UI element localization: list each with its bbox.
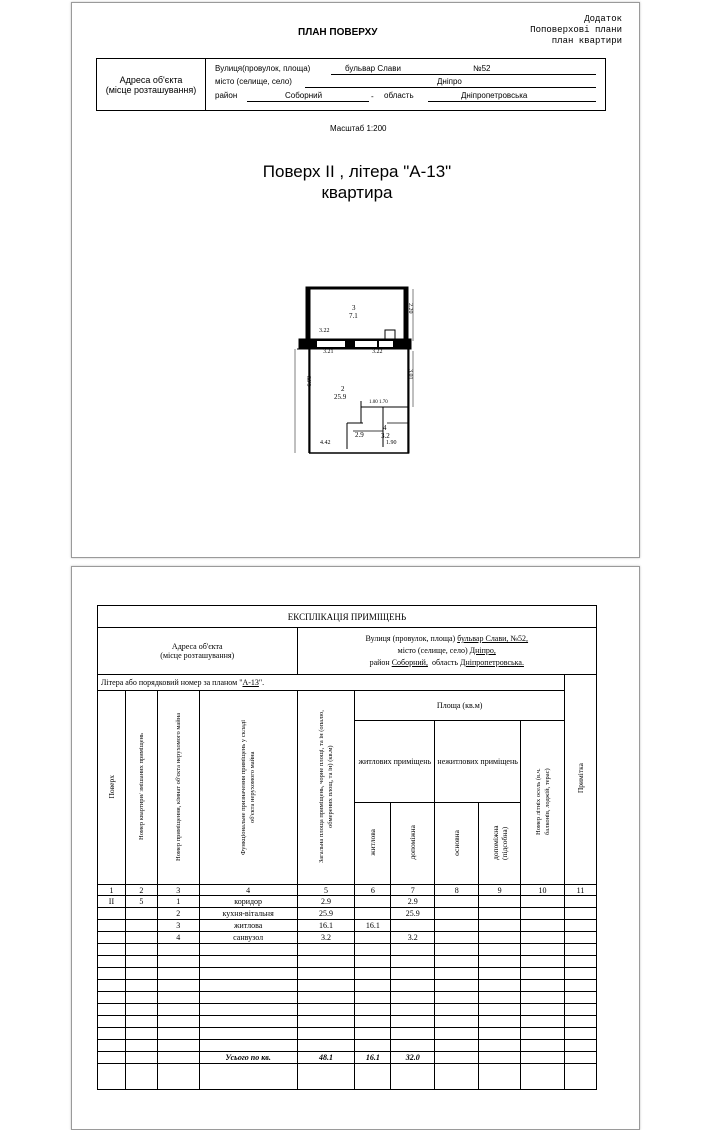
region-label: область (384, 91, 414, 100)
litera-prefix: Літера або порядковий номер за планом " (101, 678, 243, 687)
dim-301: 3.01 (407, 369, 413, 380)
header-nonliving-aux (479, 803, 521, 885)
cell-room-number: 1 (157, 896, 199, 908)
empty-row (98, 1040, 597, 1052)
cell-purpose: кухня-вітальня (199, 908, 297, 920)
appendix-line: Додаток (584, 14, 622, 24)
header-living-main-text: житлова (368, 829, 378, 856)
cell-empty (479, 932, 521, 944)
cell-apartment (125, 932, 157, 944)
total-living-main: 16.1 (355, 1052, 391, 1064)
header-floor-text: Поверх (106, 774, 116, 799)
floor-subtitle: квартира (321, 183, 393, 202)
cell-empty (521, 920, 565, 932)
cell-room-number: 4 (157, 932, 199, 944)
district-label: район (215, 91, 238, 100)
header-summer (521, 721, 565, 885)
cell-empty (479, 920, 521, 932)
cell-living-main (355, 896, 391, 908)
dim-608: 6.08 (307, 376, 313, 387)
table-row (98, 920, 597, 932)
cell-living-main (355, 932, 391, 944)
header-apartment (125, 691, 157, 885)
cell-empty (435, 932, 479, 944)
header-purpose-text: Функціональне призначення приміщень у складі об'єкта нерухомого майна (240, 718, 257, 855)
room2-area: 25.9 (334, 393, 347, 401)
cell-living-aux: 3.2 (391, 932, 435, 944)
address-line-1 (298, 633, 596, 645)
cell-apartment: 5 (125, 896, 157, 908)
room3-area: 7.1 (349, 312, 358, 320)
header-living: житлових приміщень (355, 721, 435, 803)
cell-floor (98, 920, 126, 932)
region-value: Дніпропетровська (461, 91, 528, 100)
address-label-line: (місце розташування) (105, 84, 197, 95)
header-nonliving-main-text: основна (452, 829, 462, 856)
cell-empty (435, 908, 479, 920)
cell-total-area: 3.2 (297, 932, 355, 944)
street-label: Вулиця (провулок, площа) (365, 634, 456, 643)
header-purpose (199, 691, 297, 885)
table-row (98, 932, 597, 944)
header-area: Площа (кв.м) (355, 691, 565, 721)
empty-row (98, 980, 597, 992)
cell-apartment (125, 920, 157, 932)
cell-empty (565, 932, 597, 944)
header-nonliving-aux-text: допоміжна (підсобна) (490, 825, 509, 860)
dim-220: 2.20 (407, 303, 413, 314)
header-apartment-text: Номер квартири/ змішаних приміщень (137, 733, 145, 840)
col-number: 6 (355, 885, 391, 896)
col-number: 11 (565, 885, 597, 896)
total-row (98, 1052, 597, 1064)
city-value: Дніпро (437, 77, 462, 86)
dim-190: 1.90 (386, 440, 397, 446)
room3-number: 3 (352, 304, 356, 312)
total-label: Усього по кв. (199, 1052, 297, 1064)
col-number: 5 (297, 885, 355, 896)
header-note-text: Примітка (576, 763, 585, 794)
header-nonliving-main (435, 803, 479, 885)
cell-floor (98, 908, 126, 920)
address-label (97, 59, 206, 110)
region-line (428, 101, 596, 102)
city-line (305, 87, 596, 88)
col-number: 1 (98, 885, 126, 896)
cell-purpose: коридор (199, 896, 297, 908)
dim-mid: 1.00 1.70 (369, 400, 388, 405)
litera-suffix: ". (258, 678, 265, 687)
header-nonliving: нежитлових приміщень (435, 721, 521, 803)
cell-empty (565, 908, 597, 920)
house-value: №52 (473, 64, 491, 73)
dim-322-a: 3.22 (319, 328, 330, 334)
cell-living-main: 16.1 (355, 920, 391, 932)
header-floor (98, 691, 126, 885)
col-number: 9 (479, 885, 521, 896)
room1-area: 2.9 (355, 431, 364, 439)
empty-row (98, 992, 597, 1004)
litera-value: А-13 (242, 678, 259, 687)
floor-plan-page (71, 2, 640, 558)
empty-row (98, 1028, 597, 1040)
cell-total-area: 2.9 (297, 896, 355, 908)
empty-row (98, 944, 597, 956)
explication-page (71, 566, 640, 1130)
address-details (297, 628, 596, 675)
room4-number: 4 (383, 424, 387, 432)
street-value: бульвар Слави (345, 64, 401, 73)
address-box (96, 58, 606, 111)
city-label: місто (селище, село) (397, 646, 468, 655)
cell-empty (435, 896, 479, 908)
address-label (98, 628, 298, 675)
header-total-area-text: Загальна площа приміщень, чорне площі, та ін (опалю, обмерених площ, та ін) (кв.м) (317, 710, 334, 863)
cell-room-number: 2 (157, 908, 199, 920)
header-summer-text: Номер літніх осель (в.ч. балконів, лоджій, терас) (534, 768, 551, 835)
address-label-line: Адреса об'єкта (119, 74, 183, 85)
room2-number: 2 (341, 385, 345, 393)
address-line-3 (298, 657, 596, 669)
empty-row (98, 1064, 597, 1090)
separator: - (371, 92, 374, 101)
col-number: 4 (199, 885, 297, 896)
city-label: місто (селище, село) (215, 77, 292, 86)
cell-room-number: 3 (157, 920, 199, 932)
cell-floor: ІІ (98, 896, 126, 908)
district-label: район (369, 658, 390, 667)
cell-purpose: санвузол (199, 932, 297, 944)
cell-empty (479, 908, 521, 920)
total-living-aux: 32.0 (391, 1052, 435, 1064)
scale-label: Масштаб 1:200 (330, 124, 387, 133)
header-total-area (297, 691, 355, 885)
appendix-line: Поповерхові плани (530, 25, 622, 35)
floor-title: Поверх ІІ , літера "А-13" (262, 162, 452, 181)
litera-row (98, 675, 565, 691)
table-row (98, 896, 597, 908)
cell-empty (521, 896, 565, 908)
cell-empty (521, 932, 565, 944)
header-room-number (157, 691, 199, 885)
district-value: Соборний (285, 91, 323, 100)
header-living-aux (391, 803, 435, 885)
header-note (565, 675, 597, 885)
city-value: Дніпро, (469, 646, 496, 655)
cell-floor (98, 932, 126, 944)
cell-empty (565, 920, 597, 932)
empty-row (98, 1016, 597, 1028)
column-numbers-row (98, 885, 597, 896)
explication-table (97, 605, 597, 1090)
col-number: 7 (391, 885, 435, 896)
plan-title: ПЛАН ПОВЕРХУ (298, 27, 378, 38)
district-value: Соборний, (391, 658, 428, 667)
cell-living-aux: 25.9 (391, 908, 435, 920)
district-line (247, 101, 369, 102)
address-label-line: (місце розташування) (160, 651, 235, 660)
header-room-number-text: Номер приміщення, кімнат об'єкта нерухомого майна (174, 712, 182, 861)
cell-empty (435, 920, 479, 932)
region-value: Дніпропетровська. (460, 658, 524, 667)
cell-total-area: 25.9 (297, 908, 355, 920)
empty-row (98, 1004, 597, 1016)
appendix-line: план квартири (551, 36, 622, 46)
col-number: 8 (435, 885, 479, 896)
empty-row (98, 968, 597, 980)
cell-apartment (125, 908, 157, 920)
dim-442: 4.42 (320, 440, 331, 446)
header-living-aux-text: допоміжна (408, 825, 418, 860)
dim-321: 3.21 (323, 349, 334, 355)
cell-living-main (355, 908, 391, 920)
explication-title: ЕКСПЛІКАЦІЯ ПРИМІЩЕНЬ (98, 606, 597, 628)
col-number: 10 (521, 885, 565, 896)
col-number: 3 (157, 885, 199, 896)
street-line (331, 74, 596, 75)
cell-living-aux (391, 920, 435, 932)
appendix-note (530, 14, 622, 47)
address-line-2 (298, 645, 596, 657)
street-label: Вулиця(провулок, площа) (215, 64, 311, 73)
cell-purpose: житлова (199, 920, 297, 932)
header-living-main (355, 803, 391, 885)
dim-322-b: 3.22 (372, 349, 383, 355)
table-row (98, 908, 597, 920)
region-label: область (431, 658, 459, 667)
total-area: 48.1 (297, 1052, 355, 1064)
cell-living-aux: 2.9 (391, 896, 435, 908)
cell-empty (521, 908, 565, 920)
cell-empty (565, 896, 597, 908)
cell-total-area: 16.1 (297, 920, 355, 932)
room4-area: 3.2 (381, 432, 390, 440)
address-label-line: Адреса об'єкта (171, 642, 223, 651)
cell-empty (479, 896, 521, 908)
col-number: 2 (125, 885, 157, 896)
empty-row (98, 956, 597, 968)
street-value: бульвар Слави, №52, (457, 634, 529, 643)
